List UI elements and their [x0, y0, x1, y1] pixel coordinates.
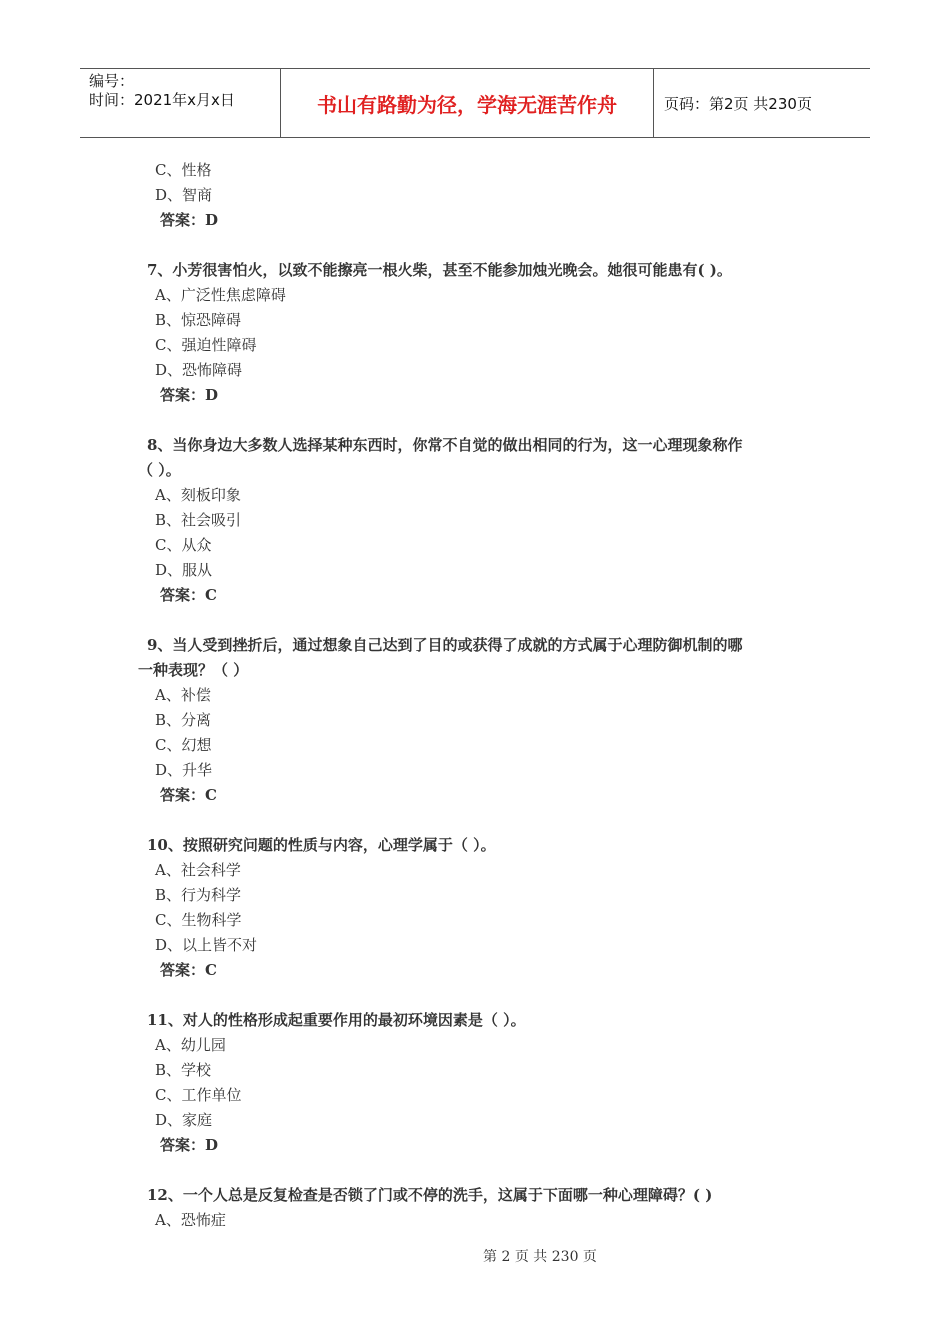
option-line: C、性格: [155, 161, 212, 179]
number-label: 编号：: [89, 72, 135, 90]
option-line: D、家庭: [155, 1111, 213, 1129]
answer-line: 答案：D: [160, 211, 219, 229]
spacer: [138, 983, 838, 1008]
header-page-label: 页码：第2页 共230页: [664, 94, 812, 113]
question-line: 12、一个人总是反复检查是否锁了门或不停的洗手，这属于下面哪一种心理障碍？( ): [147, 1186, 713, 1204]
option-line: A、社会科学: [155, 861, 241, 879]
option-line: A、幼儿园: [155, 1036, 226, 1054]
question-line: 11、对人的性格形成起重要作用的最初环境因素是（ ）。: [147, 1011, 526, 1029]
spacer: [138, 408, 838, 433]
footer-page-number: 第 2 页 共 230 页: [483, 1249, 597, 1265]
spacer: [138, 608, 838, 633]
option-line: A、刻板印象: [155, 486, 241, 504]
option-line: B、分离: [155, 711, 212, 729]
option-line: C、生物科学: [155, 911, 242, 929]
page-footer: [0, 1246, 950, 1266]
question-line: 9、当人受到挫折后，通过想象自己达到了目的或获得了成就的方式属于心理防御机制的哪: [147, 636, 743, 654]
answer-line: 答案：D: [160, 1136, 219, 1154]
answer-line: 答案：C: [160, 961, 217, 979]
option-line: A、恐怖症: [155, 1211, 226, 1229]
option-line: C、工作单位: [155, 1086, 242, 1104]
question-line: 7、小芳很害怕火，以致不能擦亮一根火柴，甚至不能参加烛光晚会。她很可能患有( )。: [147, 261, 732, 279]
time-label: 时间：2021年x月x日: [89, 91, 235, 109]
option-line: C、强迫性障碍: [155, 336, 257, 354]
option-line: D、升华: [155, 761, 213, 779]
answer-line: 答案：D: [160, 386, 219, 404]
option-line: C、幻想: [155, 736, 212, 754]
question-line: 10、按照研究问题的性质与内容，心理学属于（ ）。: [147, 836, 496, 854]
spacer: [138, 808, 838, 833]
spacer: [138, 1158, 838, 1183]
answer-line: 答案：C: [160, 586, 217, 604]
option-line: B、学校: [155, 1061, 212, 1079]
option-line: B、行为科学: [155, 886, 242, 904]
option-line: C、从众: [155, 536, 212, 554]
option-line: D、以上皆不对: [155, 936, 258, 954]
option-line: D、智商: [155, 186, 213, 204]
spacer: [138, 233, 838, 258]
option-line: B、社会吸引: [155, 511, 242, 529]
option-line: D、恐怖障碍: [155, 361, 243, 379]
page-header: [80, 68, 870, 138]
header-meta: [80, 69, 281, 137]
question-continuation: 一种表现？（ ）: [138, 661, 249, 679]
document-body: [138, 158, 838, 1233]
option-line: A、广泛性焦虑障碍: [155, 286, 286, 304]
question-continuation: （ ）。: [138, 461, 181, 479]
answer-line: 答案：C: [160, 786, 217, 804]
question-line: 8、当你身边大多数人选择某种东西时，你常不自觉的做出相同的行为，这一心理现象称作: [147, 436, 743, 454]
header-motto: 书山有路勤为径，学海无涯苦作舟: [281, 69, 654, 137]
option-line: D、服从: [155, 561, 213, 579]
option-line: B、惊恐障碍: [155, 311, 242, 329]
option-line: A、补偿: [155, 686, 211, 704]
